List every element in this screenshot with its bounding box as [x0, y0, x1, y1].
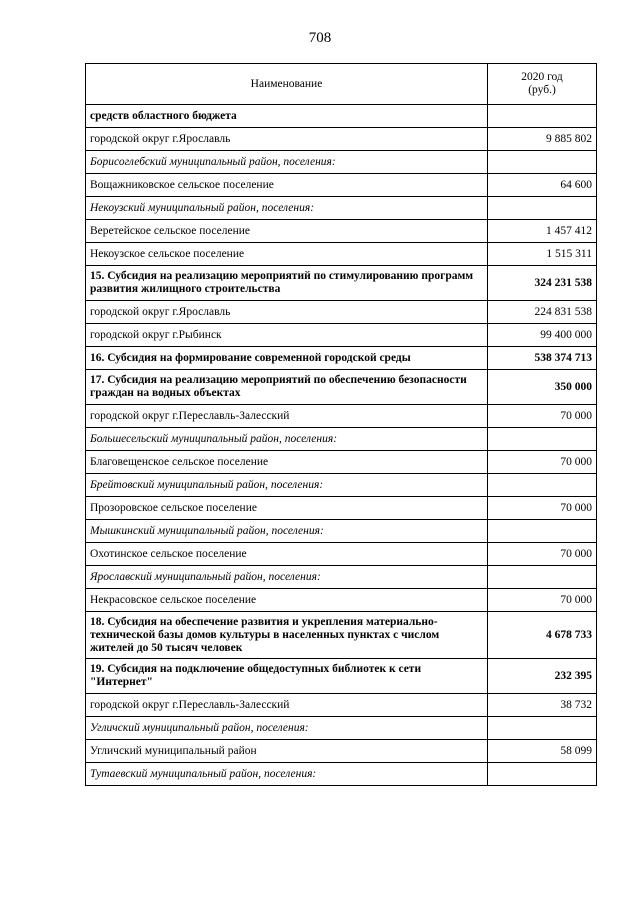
- row-value: 1 515 311: [488, 243, 597, 266]
- row-value: [488, 717, 597, 740]
- row-name: городской округ г.Ярославль: [86, 301, 488, 324]
- row-name: 19. Субсидия на подключение общедоступных библиотек к сети "Интернет": [86, 659, 488, 694]
- row-name: городской округ г.Переславль-Залесский: [86, 694, 488, 717]
- row-value: 70 000: [488, 451, 597, 474]
- budget-table: [85, 63, 597, 786]
- table-row: [86, 474, 597, 497]
- header-year: [488, 64, 597, 105]
- row-name: Мышкинский муниципальный район, поселения:: [86, 520, 488, 543]
- row-value: 1 457 412: [488, 220, 597, 243]
- row-value: 232 395: [488, 659, 597, 694]
- row-name: Ярославский муниципальный район, поселения:: [86, 566, 488, 589]
- row-value: [488, 566, 597, 589]
- row-value: 70 000: [488, 543, 597, 566]
- row-name: 16. Субсидия на формирование современной городской среды: [86, 347, 488, 370]
- row-value: [488, 763, 597, 786]
- table-row: [86, 105, 597, 128]
- row-name: Угличский муниципальный район, поселения:: [86, 717, 488, 740]
- table-row: [86, 301, 597, 324]
- table-row: [86, 763, 597, 786]
- table-row: [86, 740, 597, 763]
- row-value: 350 000: [488, 370, 597, 405]
- row-value: [488, 520, 597, 543]
- header-year-label: 2020 год: [521, 71, 563, 83]
- table-row: [86, 128, 597, 151]
- row-value: 70 000: [488, 589, 597, 612]
- row-value: 58 099: [488, 740, 597, 763]
- table-row: [86, 370, 597, 405]
- row-name: Борисоглебский муниципальный район, поселения:: [86, 151, 488, 174]
- table-row: [86, 174, 597, 197]
- row-value: 224 831 538: [488, 301, 597, 324]
- row-name: Вощажниковское сельское поселение: [86, 174, 488, 197]
- table-row: [86, 497, 597, 520]
- row-name: 17. Субсидия на реализацию мероприятий по обеспечению безопасности граждан на водных объектах: [86, 370, 488, 405]
- row-name: Некоузское сельское поселение: [86, 243, 488, 266]
- row-name: Веретейское сельское поселение: [86, 220, 488, 243]
- table-row: [86, 694, 597, 717]
- row-value: [488, 151, 597, 174]
- row-name: Тутаевский муниципальный район, поселения:: [86, 763, 488, 786]
- table-row: [86, 347, 597, 370]
- table-row: [86, 405, 597, 428]
- row-name: городской округ г.Переславль-Залесский: [86, 405, 488, 428]
- table-row: [86, 612, 597, 659]
- header-name: Наименование: [86, 64, 488, 105]
- row-value: 70 000: [488, 497, 597, 520]
- table-row: [86, 428, 597, 451]
- header-year-unit: (руб.): [528, 84, 556, 96]
- row-name: средств областного бюджета: [86, 105, 488, 128]
- table-row: [86, 543, 597, 566]
- row-name: Брейтовский муниципальный район, поселения:: [86, 474, 488, 497]
- table-row: [86, 566, 597, 589]
- page-number: 708: [308, 30, 332, 46]
- table-row: [86, 266, 597, 301]
- table-row: [86, 220, 597, 243]
- table-row: [86, 659, 597, 694]
- row-value: [488, 474, 597, 497]
- row-name: Благовещенское сельское поселение: [86, 451, 488, 474]
- table-header-row: [86, 64, 597, 105]
- row-value: 70 000: [488, 405, 597, 428]
- row-name: Охотинское сельское поселение: [86, 543, 488, 566]
- row-name: Большесельский муниципальный район, поселения:: [86, 428, 488, 451]
- table-row: [86, 520, 597, 543]
- table-row: [86, 717, 597, 740]
- row-name: Некоузский муниципальный район, поселения:: [86, 197, 488, 220]
- row-value: 64 600: [488, 174, 597, 197]
- row-value: 99 400 000: [488, 324, 597, 347]
- row-name: городской округ г.Рыбинск: [86, 324, 488, 347]
- row-value: [488, 105, 597, 128]
- row-name: Некрасовское сельское поселение: [86, 589, 488, 612]
- row-value: 538 374 713: [488, 347, 597, 370]
- row-name: городской округ г.Ярославль: [86, 128, 488, 151]
- row-value: 38 732: [488, 694, 597, 717]
- row-name: Прозоровское сельское поселение: [86, 497, 488, 520]
- table-row: [86, 324, 597, 347]
- table-row: [86, 243, 597, 266]
- row-name: 15. Субсидия на реализацию мероприятий по стимулированию программ развития жилищного строительства: [86, 266, 488, 301]
- row-value: 324 231 538: [488, 266, 597, 301]
- row-name: Угличский муниципальный район: [86, 740, 488, 763]
- table-body: [86, 105, 597, 786]
- table-row: [86, 451, 597, 474]
- row-value: [488, 197, 597, 220]
- row-value: 4 678 733: [488, 612, 597, 659]
- table-row: [86, 197, 597, 220]
- row-value: 9 885 802: [488, 128, 597, 151]
- row-value: [488, 428, 597, 451]
- row-name: 18. Субсидия на обеспечение развития и укрепления материально-технической базы домов культуры в населенных пунктах с числом жителей до 50 тысяч человек: [86, 612, 488, 659]
- table-row: [86, 589, 597, 612]
- table-row: [86, 151, 597, 174]
